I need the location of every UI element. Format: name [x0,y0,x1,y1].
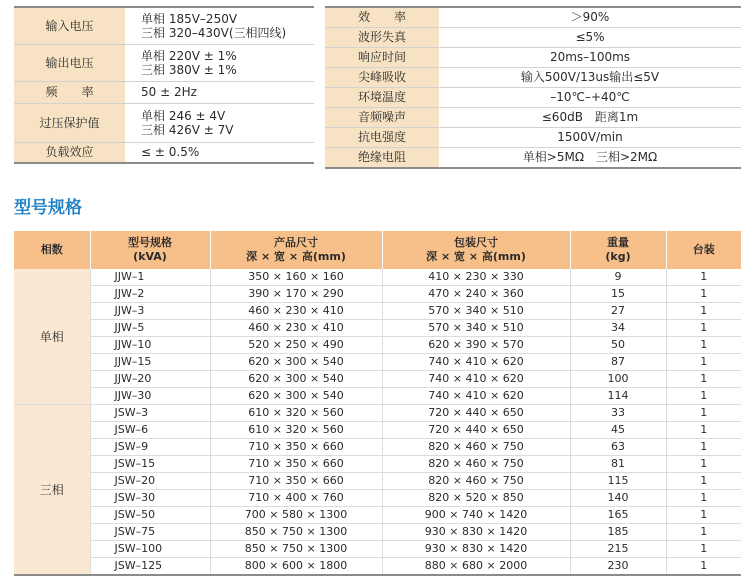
package-size-cell: 930 × 830 × 1420 [382,524,570,541]
weight-cell: 27 [570,303,666,320]
table-row [14,558,741,576]
units-cell: 1 [666,320,741,337]
product-size-cell: 710 × 350 × 660 [210,456,382,473]
spec-row [325,27,741,47]
weight-cell: 185 [570,524,666,541]
weight-cell: 45 [570,422,666,439]
spec-value-line: 三相 320–430V(三相四线) [141,25,287,40]
units-cell: 1 [666,388,741,405]
spec-label: 效 率 [325,7,439,27]
units-cell: 1 [666,303,741,320]
product-size-cell: 710 × 350 × 660 [210,439,382,456]
table-row [14,524,741,541]
table-row [14,422,741,439]
spec-label: 过压保护值 [14,103,125,142]
product-size-cell: 460 × 230 × 410 [210,303,382,320]
weight-cell: 50 [570,337,666,354]
package-size-cell: 720 × 440 × 650 [382,405,570,422]
package-size-cell: 740 × 410 × 620 [382,354,570,371]
model-cell: JJW–1 [90,269,210,286]
units-cell: 1 [666,286,741,303]
spec-value-line: 50 ± 2Hz [141,85,197,99]
header-package-size: 包装尺寸 深 × 宽 × 高(mm) [382,231,570,269]
product-size-cell: 350 × 160 × 160 [210,269,382,286]
weight-cell: 115 [570,473,666,490]
model-cell: JSW–100 [90,541,210,558]
model-cell: JJW–15 [90,354,210,371]
spec-value-line: 三相 426V ± 7V [141,122,234,137]
package-size-cell: 820 × 460 × 750 [382,473,570,490]
product-size-cell: 460 × 230 × 410 [210,320,382,337]
model-cell: JJW–3 [90,303,210,320]
spec-value [125,44,314,81]
spec-value-line: 单相 185V–250V [141,11,238,26]
product-size-cell: 620 × 300 × 540 [210,388,382,405]
model-cell: JSW–30 [90,490,210,507]
units-cell: 1 [666,422,741,439]
spec-value-line: 单相 220V ± 1% [141,48,237,63]
spec-label: 音频噪声 [325,107,439,127]
table-row [14,269,741,286]
spec-row [14,81,314,103]
model-cell: JJW–30 [90,388,210,405]
model-cell: JJW–2 [90,286,210,303]
spec-label: 环境温度 [325,87,439,107]
weight-cell: 140 [570,490,666,507]
header-units: 台装 [666,231,741,269]
product-size-cell: 710 × 350 × 660 [210,473,382,490]
spec-table-left [14,6,314,164]
spec-value: 单相>5MΩ 三相>2MΩ [439,147,741,168]
package-size-cell: 820 × 460 × 750 [382,456,570,473]
package-size-cell: 820 × 460 × 750 [382,439,570,456]
header-phase: 相数 [14,231,90,269]
package-size-cell: 410 × 230 × 330 [382,269,570,286]
spec-label: 绝缘电阻 [325,147,439,168]
product-size-cell: 390 × 170 × 290 [210,286,382,303]
units-cell: 1 [666,558,741,576]
spec-table-right [325,6,741,169]
table-row [14,337,741,354]
table-row [14,371,741,388]
units-cell: 1 [666,473,741,490]
weight-cell: 81 [570,456,666,473]
package-size-cell: 570 × 340 × 510 [382,303,570,320]
weight-cell: 15 [570,286,666,303]
table-row [14,320,741,337]
spec-value: 输入500V/13us输出≤5V [439,67,741,87]
units-cell: 1 [666,507,741,524]
product-size-cell: 800 × 600 × 1800 [210,558,382,576]
spec-value: 1500V/min [439,127,741,147]
table-row [14,439,741,456]
weight-cell: 230 [570,558,666,576]
model-cell: JSW–6 [90,422,210,439]
model-cell: JJW–10 [90,337,210,354]
units-cell: 1 [666,490,741,507]
spec-label: 波形失真 [325,27,439,47]
spec-row [14,103,314,142]
model-cell: JSW–75 [90,524,210,541]
units-cell: 1 [666,405,741,422]
model-cell: JSW–50 [90,507,210,524]
model-spec-table [14,231,741,576]
product-size-cell: 610 × 320 × 560 [210,422,382,439]
table-row [14,286,741,303]
units-cell: 1 [666,524,741,541]
spec-value [125,142,314,163]
package-size-cell: 720 × 440 × 650 [382,422,570,439]
units-cell: 1 [666,337,741,354]
spec-row [325,47,741,67]
table-row [14,405,741,422]
spec-label: 频 率 [14,81,125,103]
phase-cell: 单相 [14,269,90,405]
table-row [14,456,741,473]
product-size-cell: 850 × 750 × 1300 [210,524,382,541]
table-row [14,303,741,320]
weight-cell: 34 [570,320,666,337]
weight-cell: 215 [570,541,666,558]
section-title: 型号规格 [14,198,82,218]
product-size-cell: 520 × 250 × 490 [210,337,382,354]
weight-cell: 9 [570,269,666,286]
spec-row [325,7,741,27]
spec-label: 输入电压 [14,7,125,44]
spec-value [125,103,314,142]
model-cell: JSW–3 [90,405,210,422]
package-size-cell: 820 × 520 × 850 [382,490,570,507]
header-weight: 重量 (kg) [570,231,666,269]
spec-row [325,127,741,147]
spec-value-line: 单相 246 ± 4V [141,108,226,123]
product-size-cell: 850 × 750 × 1300 [210,541,382,558]
product-size-cell: 620 × 300 × 540 [210,354,382,371]
table-row [14,473,741,490]
spec-label: 负载效应 [14,142,125,163]
spec-row [325,87,741,107]
package-size-cell: 880 × 680 × 2000 [382,558,570,576]
spec-row [325,107,741,127]
spec-value: 20ms–100ms [439,47,741,67]
package-size-cell: 570 × 340 × 510 [382,320,570,337]
spec-value-line: ≤ ± 0.5% [141,145,200,160]
spec-row [325,67,741,87]
table-row [14,354,741,371]
units-cell: 1 [666,354,741,371]
table-row [14,541,741,558]
spec-value [125,81,314,103]
spec-row [14,142,314,163]
units-cell: 1 [666,371,741,388]
spec-value: ＞90% [439,7,741,27]
spec-value: –10℃–+40℃ [439,87,741,107]
model-cell: JJW–5 [90,320,210,337]
header-model: 型号规格 (kVA) [90,231,210,269]
units-cell: 1 [666,269,741,286]
model-cell: JSW–9 [90,439,210,456]
weight-cell: 87 [570,354,666,371]
model-cell: JSW–125 [90,558,210,576]
spec-row [14,44,314,81]
package-size-cell: 900 × 740 × 1420 [382,507,570,524]
header-product-size: 产品尺寸 深 × 宽 × 高(mm) [210,231,382,269]
table-header-row [14,231,741,269]
units-cell: 1 [666,439,741,456]
spec-row [14,7,314,44]
spec-value [125,7,314,44]
package-size-cell: 930 × 830 × 1420 [382,541,570,558]
package-size-cell: 470 × 240 × 360 [382,286,570,303]
spec-value: ≤60dB 距离1m [439,107,741,127]
package-size-cell: 740 × 410 × 620 [382,371,570,388]
model-cell: JJW–20 [90,371,210,388]
model-cell: JSW–15 [90,456,210,473]
product-size-cell: 700 × 580 × 1300 [210,507,382,524]
spec-label: 尖峰吸收 [325,67,439,87]
spec-row [325,147,741,168]
weight-cell: 63 [570,439,666,456]
table-row [14,388,741,405]
units-cell: 1 [666,541,741,558]
table-row [14,490,741,507]
weight-cell: 114 [570,388,666,405]
phase-cell: 三相 [14,405,90,576]
weight-cell: 33 [570,405,666,422]
table-row [14,507,741,524]
weight-cell: 165 [570,507,666,524]
model-cell: JSW–20 [90,473,210,490]
weight-cell: 100 [570,371,666,388]
spec-label: 抗电强度 [325,127,439,147]
spec-value: ≤5% [439,27,741,47]
package-size-cell: 620 × 390 × 570 [382,337,570,354]
spec-value-line: 三相 380V ± 1% [141,62,237,77]
product-size-cell: 610 × 320 × 560 [210,405,382,422]
product-size-cell: 620 × 300 × 540 [210,371,382,388]
product-size-cell: 710 × 400 × 760 [210,490,382,507]
package-size-cell: 740 × 410 × 620 [382,388,570,405]
spec-label: 输出电压 [14,44,125,81]
spec-label: 响应时间 [325,47,439,67]
units-cell: 1 [666,456,741,473]
